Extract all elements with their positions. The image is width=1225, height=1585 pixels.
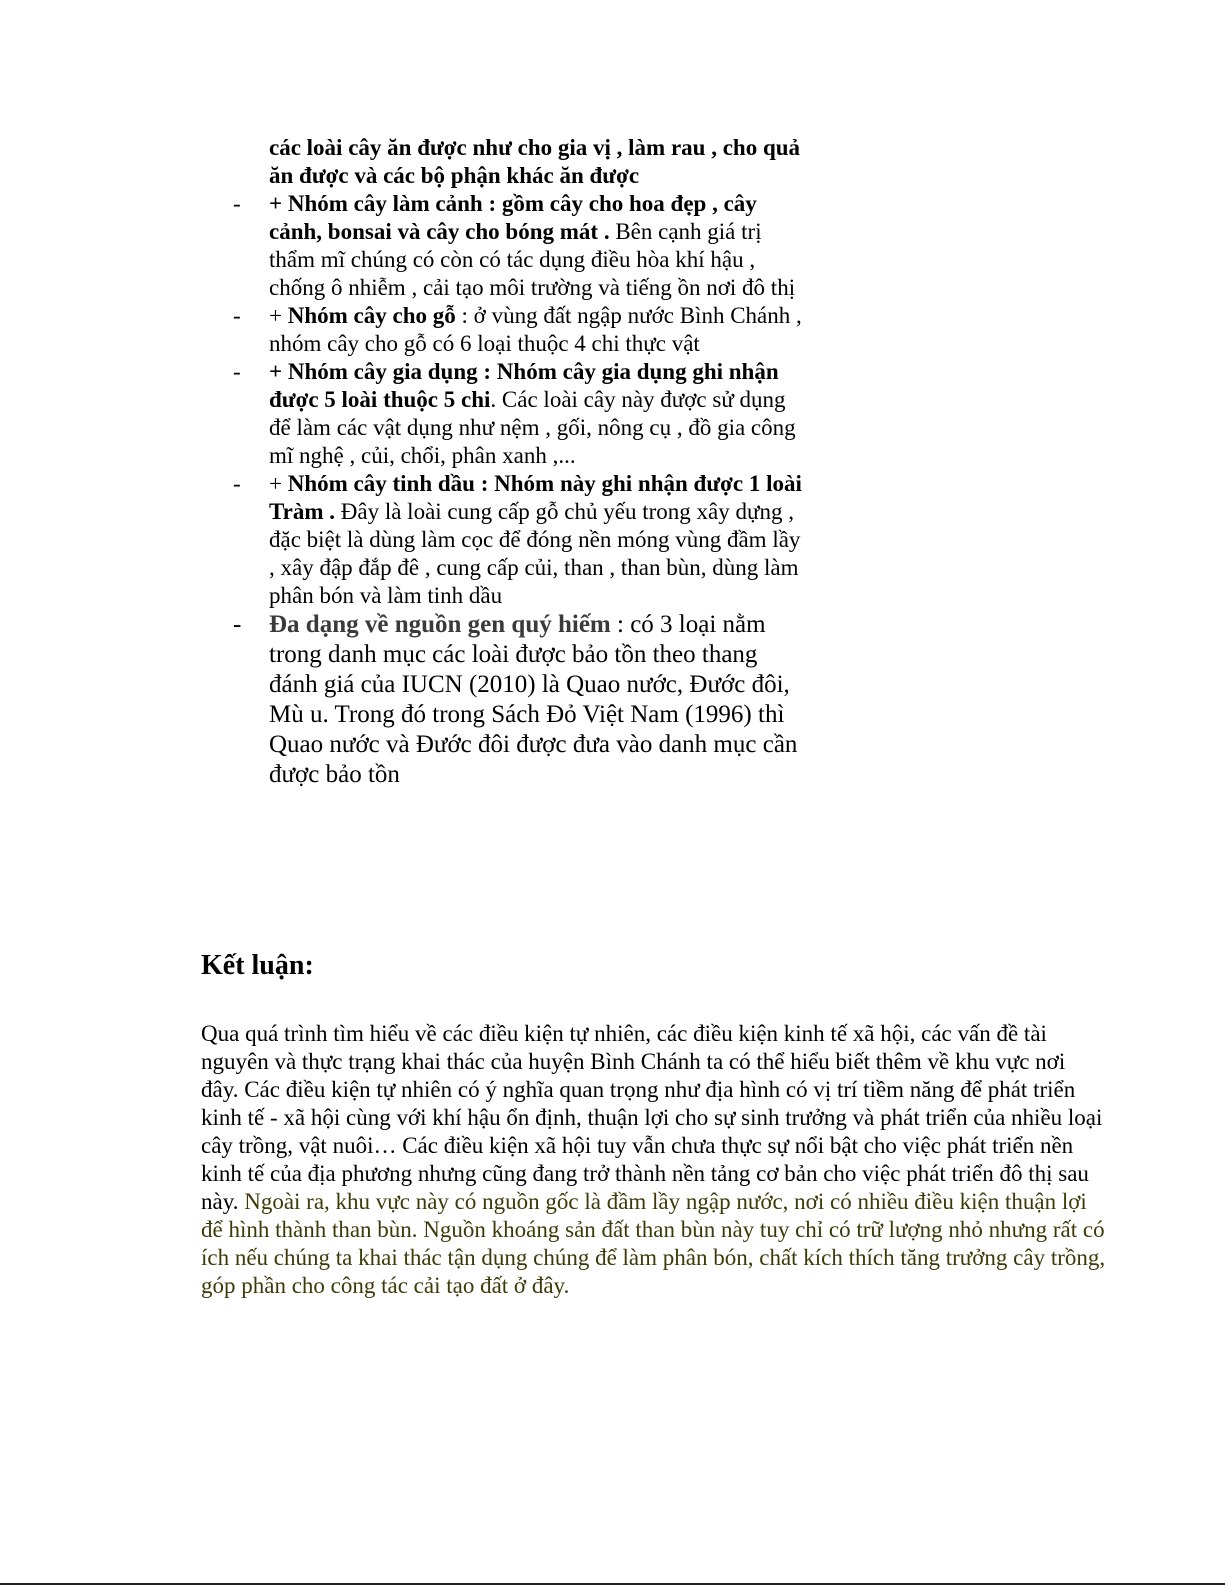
list-item (0, 470, 1225, 610)
list-item-text (269, 358, 809, 470)
item-bold-text: Đa dạng về nguồn gen quý hiếm (269, 611, 611, 638)
item-body-text: Đây là loài cung cấp gỗ chủ yếu trong xây dựng , đặc biệt là dùng làm cọc để đóng nền móng vùng đầm lầy , xây đập đắp đê , cung cấp củi, than , than bùn, dùng làm phân bón và làm tinh dầu (269, 499, 801, 608)
conclusion-heading: Kết luận: (201, 950, 314, 981)
item-body-text: : ở vùng đất ngập nước Bình Chánh , nhóm cây cho gỗ có 6 loại thuộc 4 chi thực vật (269, 303, 802, 356)
list-item-text (269, 190, 809, 302)
item-prefix: + (269, 303, 288, 328)
list-item (0, 610, 1225, 790)
item-bold-text: + Nhóm cây làm cảnh : gồm cây cho hoa đẹp , cây cảnh, bonsai và cây cho bóng mát . (269, 191, 757, 244)
bullet-dash: - (233, 611, 242, 638)
conclusion-paragraph (201, 1020, 1106, 1300)
plant-group-list (0, 190, 1225, 790)
item-body-text: Bên cạnh giá trị thẩm mĩ chúng có còn có tác dụng điều hòa khí hậu , chống ô nhiễm , cải tạo môi trường và tiếng ồn nơi đô thị (269, 219, 796, 300)
bullet-dash: - (233, 191, 241, 216)
bullet-dash: - (233, 303, 241, 328)
list-item-text (269, 302, 809, 358)
list-item (0, 358, 1225, 470)
item-bold-text: Nhóm cây tinh dầu : Nhóm này ghi nhận được 1 loài Tràm . (269, 471, 802, 524)
item-body-text: : có 3 loại nằm trong danh mục các loài được bảo tồn theo thang đánh giá của IUCN (2010) là Quao nước, Đước đôi, Mù u. Trong đó trong Sách Đỏ Việt Nam (1996) thì Quao nước và Đước đôi được đưa vào danh mục cần được bảo tồn (269, 611, 798, 788)
list-item (0, 190, 1225, 302)
continuation-text: các loài cây ăn được như cho gia vị , làm rau , cho quả ăn được và các bộ phận khác ăn được (269, 135, 801, 188)
list-item (0, 302, 1225, 358)
conclusion-text-part2: Ngoài ra, khu vực này có nguồn gốc là đầm lầy ngập nước, nơi có nhiều điều kiện thuận lợi để hình thành than bùn. Nguồn khoáng sản đất than bùn này tuy chỉ có trữ lượng nhỏ nhưng rất có ích nếu chúng ta khai thác tận dụng chúng để làm phân bón, chất kích thích tăng trưởng cây trồng, góp phần cho công tác cải tạo đất ở đây. (201, 1189, 1106, 1298)
item-bold-text: Nhóm cây cho gỗ (287, 303, 456, 328)
bullet-dash: - (233, 359, 241, 384)
bullet-dash: - (233, 471, 241, 496)
list-item-text (269, 610, 809, 790)
item-bold-text: + Nhóm cây gia dụng : Nhóm cây gia dụng ghi nhận được 5 loài thuộc 5 chi (269, 359, 779, 412)
item-body-text: . Các loài cây này được sử dụng để làm các vật dụng như nệm , gối, nông cụ , đồ gia công mĩ nghệ , củi, chổi, phân xanh ,... (269, 387, 796, 468)
conclusion-text-part1: Qua quá trình tìm hiểu về các điều kiện tự nhiên, các điều kiện kinh tế xã hội, các vấn đề tài nguyên và thực trạng khai thác của huyện Bình Chánh ta có thể hiểu biết thêm về khu vực nơi đây. Các điều kiện tự nhiên có ý nghĩa quan trọng như địa hình có vị trí tiềm năng để phát triển kinh tế - xã hội cùng với khí hậu ổn định, thuận lợi cho sự sinh trưởng và phát triển của nhiều loại cây trồng, vật nuôi… Các điều kiện xã hội tuy vẫn chưa thực sự nổi bật cho việc phát triển nền kinh tế của địa phương nhưng cũng đang trở thành nền tảng cơ bản cho việc phát triển đô thị sau này. (201, 1021, 1103, 1214)
item-prefix: + (269, 471, 288, 496)
list-item-text (269, 470, 809, 610)
